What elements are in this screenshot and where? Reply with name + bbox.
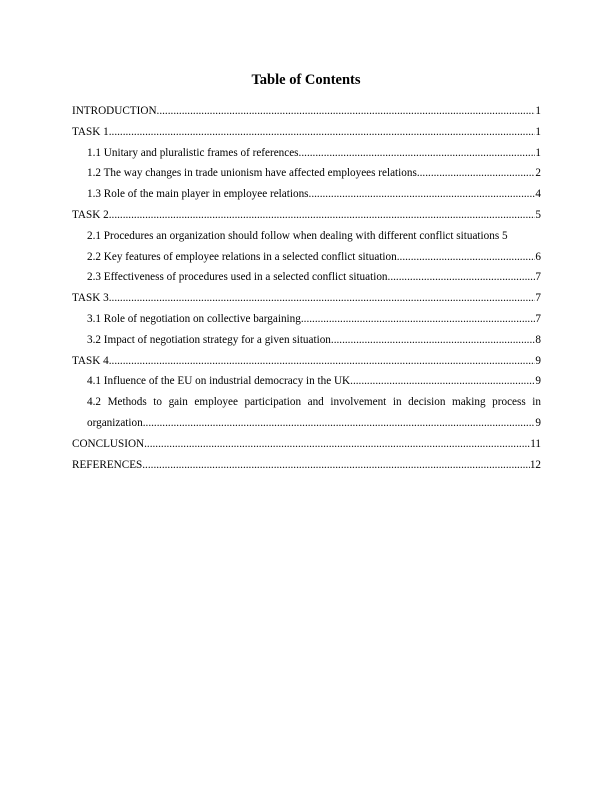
toc-entry-2-3[interactable] — [72, 267, 541, 288]
toc-entry-page: 11 — [530, 437, 541, 450]
toc-entry-label-line2: organization — [87, 416, 143, 429]
toc-entry-label: REFERENCES — [72, 458, 143, 471]
toc-entry-label: TASK 2 — [72, 208, 109, 221]
toc-entry-label: TASK 3 — [72, 292, 109, 305]
toc-entry-3-1[interactable] — [72, 309, 541, 330]
dot-leader — [143, 413, 536, 434]
toc-entry-1-3[interactable] — [72, 184, 541, 205]
toc-entry-page: 5 — [535, 208, 541, 221]
toc-entry-references[interactable] — [72, 455, 541, 476]
toc-entry-page: 7 — [535, 292, 541, 305]
toc-entry-label: 2.2 Key features of employee relations in a selected conflict situation — [87, 250, 397, 263]
toc-entry-label-line1: 4.2 Methods to gain employee participation and involvement in decision making process in — [87, 396, 541, 409]
toc-entry-2-1[interactable] — [72, 226, 541, 247]
toc-entry-label: TASK 4 — [72, 354, 109, 367]
dot-leader — [299, 143, 536, 164]
toc-title: Table of Contents — [251, 72, 361, 88]
toc-entry-conclusion[interactable] — [72, 434, 541, 455]
toc-entry-2-2[interactable] — [72, 247, 541, 268]
toc-entry-label: CONCLUSION — [72, 437, 145, 450]
dot-leader — [301, 309, 536, 330]
toc-entry-page: 1 — [535, 125, 541, 138]
toc-entry-page: 8 — [535, 333, 541, 346]
toc-entry-page: 5 — [502, 229, 508, 242]
toc-entry-label: 1.3 Role of the main player in employee relations — [87, 188, 309, 201]
dot-leader — [109, 205, 536, 226]
toc-entry-task-1[interactable] — [72, 122, 541, 143]
table-of-contents — [72, 101, 541, 475]
toc-entry-label: 2.3 Effectiveness of procedures used in a selected conflict situation — [87, 271, 388, 284]
toc-entry-label: 3.1 Role of negotiation on collective bargaining — [87, 312, 301, 325]
dot-leader — [142, 455, 530, 476]
toc-entry-page: 9 — [535, 354, 541, 367]
dot-leader — [309, 184, 536, 205]
toc-entry-page: 4 — [535, 188, 541, 201]
dot-leader — [350, 371, 535, 392]
toc-entry-1-2[interactable] — [72, 163, 541, 184]
toc-entry-page: 6 — [535, 250, 541, 263]
dot-leader — [109, 351, 536, 372]
dot-leader — [417, 163, 536, 184]
toc-entry-page: 2 — [535, 167, 541, 180]
toc-entry-page: 7 — [535, 312, 541, 325]
toc-entry-label: 2.1 Procedures an organization should follow when dealing with different conflict situations — [87, 229, 500, 242]
toc-entry-task-2[interactable] — [72, 205, 541, 226]
toc-entry-label: TASK 1 — [72, 125, 109, 138]
dot-leader — [331, 330, 536, 351]
toc-entry-label: INTRODUCTION — [72, 105, 157, 117]
toc-entry-page: 1 — [535, 105, 541, 117]
dot-leader — [144, 434, 530, 455]
toc-entry-task-3[interactable] — [72, 288, 541, 309]
toc-entry-page: 7 — [535, 271, 541, 284]
toc-entry-page: 12 — [529, 458, 541, 471]
dot-leader — [109, 288, 536, 309]
toc-entry-label: 4.1 Influence of the EU on industrial democracy in the UK — [87, 375, 351, 388]
toc-entry-4-1[interactable] — [72, 371, 541, 392]
toc-entry-3-2[interactable] — [72, 330, 541, 351]
dot-leader — [397, 247, 536, 268]
dot-leader — [109, 122, 536, 143]
toc-entry-page: 1 — [535, 146, 541, 159]
dot-leader — [388, 267, 536, 288]
toc-entry-1-1[interactable] — [72, 143, 541, 164]
toc-entry-task-4[interactable] — [72, 351, 541, 372]
dot-leader — [157, 101, 536, 122]
toc-entry-page: 9 — [535, 375, 541, 388]
toc-entry-label: 1.2 The way changes in trade unionism have affected employees relations — [87, 167, 417, 180]
toc-entry-label: 1.1 Unitary and pluralistic frames of references — [87, 146, 299, 159]
toc-entry-4-2[interactable] — [72, 392, 541, 434]
toc-entry-introduction[interactable] — [72, 101, 541, 122]
toc-entry-page: 9 — [535, 416, 541, 429]
toc-entry-label: 3.2 Impact of negotiation strategy for a given situation — [87, 333, 331, 346]
